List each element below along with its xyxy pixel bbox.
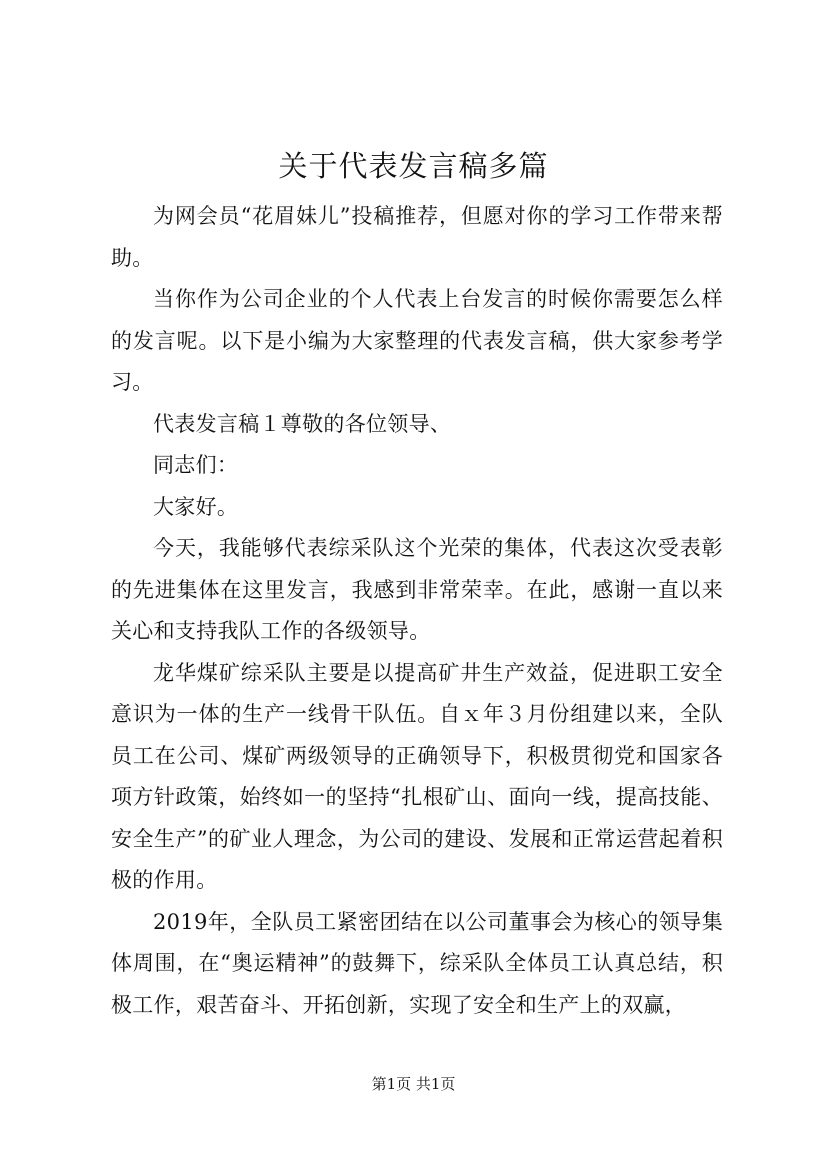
paragraph-4: 同志们： bbox=[153, 453, 239, 477]
paragraph-6: 今天，我能够代表综采队这个光荣的集体，代表这次受表彰的先进集体在这里发言，我感到非常荣幸。在此，感谢一直以来关心和支持我队工作的各级领导。 bbox=[111, 536, 723, 643]
paragraph-8: 2019年，全队员工紧密团结在以公司董事会为核心的领导集体周围，在“奥运精神”的鼓舞下，综采队全体员工认真总结，积极工作，艰苦奋斗、开拓创新，实现了安全和生产上的双赢， bbox=[111, 909, 723, 1017]
paragraph-2: 当你作为公司企业的个人代表上台发言的时候你需要怎么样的发言呢。以下是小编为大家整理的代表发言稿，供大家参考学习。 bbox=[111, 287, 723, 394]
paragraph-5: 大家好。 bbox=[153, 494, 239, 519]
document-body bbox=[111, 196, 723, 1026]
paragraph-7: 龙华煤矿综采队主要是以提高矿井生产效益，促进职工安全意识为一体的生产一线骨干队伍。自ｘ年３月份组建以来，全队员工在公司、煤矿两级领导的正确领导下，积极贯彻党和国家各项方针政策，始终如一的坚持“扎根矿山、面向一线，提高技能、安全生产”的矿业人理念，为公司的建设、发展和正常运营起着积极的作用。 bbox=[111, 660, 723, 892]
paragraph-1: 为网会员“花眉妹儿”投稿推荐，但愿对你的学习工作带来帮助。 bbox=[111, 204, 723, 270]
page-footer: 第1页 共1页 bbox=[371, 1075, 456, 1093]
document-title: 关于代表发言稿多篇 bbox=[278, 149, 549, 183]
paragraph-3: 代表发言稿１尊敬的各位领导、 bbox=[153, 411, 452, 436]
